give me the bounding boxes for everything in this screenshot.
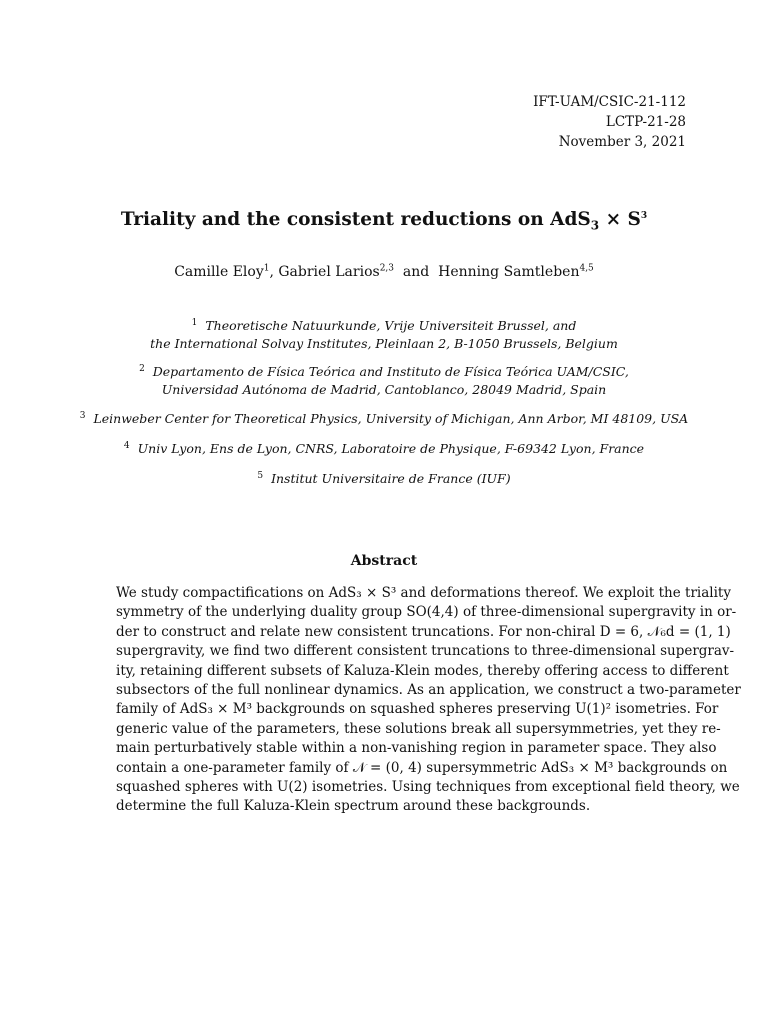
author-separator: and [394, 264, 439, 280]
author-name: Henning Samtleben [438, 264, 580, 280]
abstract-line: We study compactifications on AdS₃ × S³ and deformations thereof. We exploit the triality [116, 585, 731, 601]
abstract-line: supergravity, we find two different consistent truncations to three-dimensional supergrav- [116, 643, 735, 660]
affiliation-mark: 3 [79, 410, 86, 421]
affiliation [0, 363, 768, 399]
abstract-line: ity, retaining different subsets of Kaluza-Klein modes, thereby offering access to different [116, 662, 729, 679]
author-name: Camille Eloy [174, 264, 264, 280]
report-number: LCTP-21-28 [605, 114, 686, 130]
preprint-block [533, 92, 686, 152]
abstract-body [116, 584, 741, 817]
abstract-line: squashed spheres with U(2) isometries. Using techniques from exceptional field theory, we [116, 779, 740, 796]
abstract-line: main perturbatively stable within a non-vanishing region in parameter space. They also [116, 740, 717, 757]
title-superscript: 3 [640, 210, 648, 221]
author-affil-marks: 2,3 [379, 263, 395, 274]
affiliation-line: Universidad Autónoma de Madrid, Cantoblanco, 28049 Madrid, Spain [161, 382, 607, 397]
abstract-line: der to construct and relate new consistent truncations. For non-chiral D = 6, 𝒩₆d = (1, 1) [116, 623, 731, 640]
author-affil-marks: 4,5 [579, 263, 594, 274]
author-list [0, 264, 768, 280]
title-times: × S [599, 209, 641, 230]
preprint-date: November 3, 2021 [558, 134, 686, 150]
abstract-line: subsectors of the full nonlinear dynamics. As an application, we construct a two-parameter [116, 682, 741, 699]
affiliation-mark: 1 [191, 317, 198, 328]
abstract-line: generic value of the parameters, these solutions break all supersymmetries, yet they re- [116, 720, 721, 737]
affiliation-line: Departamento de Física Teórica and Instituto de Física Teórica UAM/CSIC, [152, 364, 629, 379]
report-number: IFT-UAM/CSIC-21-112 [533, 94, 686, 110]
abstract-line: determine the full Kaluza-Klein spectrum around these backgrounds. [116, 798, 591, 815]
affiliation [0, 440, 768, 458]
affiliation [0, 410, 768, 428]
affiliation-mark: 2 [139, 363, 145, 374]
affiliation [0, 317, 768, 353]
affiliation-line: Univ Lyon, Ens de Lyon, CNRS, Laboratoire de Physique, F-69342 Lyon, France [137, 441, 645, 456]
affiliation-line: Leinweber Center for Theoretical Physics, University of Michigan, Ann Arbor, MI 48109, USA [93, 411, 689, 426]
abstract-line: family of AdS₃ × M³ backgrounds on squashed spheres preserving U(1)² isometries. For [116, 701, 719, 718]
affiliation [0, 470, 768, 488]
author-name: Gabriel Larios [278, 264, 380, 280]
title-subscript: 3 [590, 218, 600, 233]
abstract-line: contain a one-parameter family of 𝒩 = (0, 4) supersymmetric AdS₃ × M³ backgrounds on [116, 759, 728, 776]
affiliation-mark: 5 [257, 470, 264, 481]
affiliation-line: Institut Universitaire de France (IUF) [271, 471, 511, 486]
abstract-heading: Abstract [350, 553, 418, 569]
title-text: Triality and the consistent reductions on AdS [120, 209, 591, 230]
affiliation-line: Theoretische Natuurkunde, Vrije Universiteit Brussel, and [205, 318, 577, 333]
abstract-line: symmetry of the underlying duality group SO(4,4) of three-dimensional supergravity in or- [116, 604, 737, 621]
affiliation-mark: 4 [123, 440, 130, 451]
paper-title [0, 209, 768, 233]
author-separator: , [269, 264, 279, 280]
affiliation-line: the International Solvay Institutes, Pleinlaan 2, B-1050 Brussels, Belgium [150, 336, 618, 351]
author-affil-marks: 1 [263, 263, 270, 274]
